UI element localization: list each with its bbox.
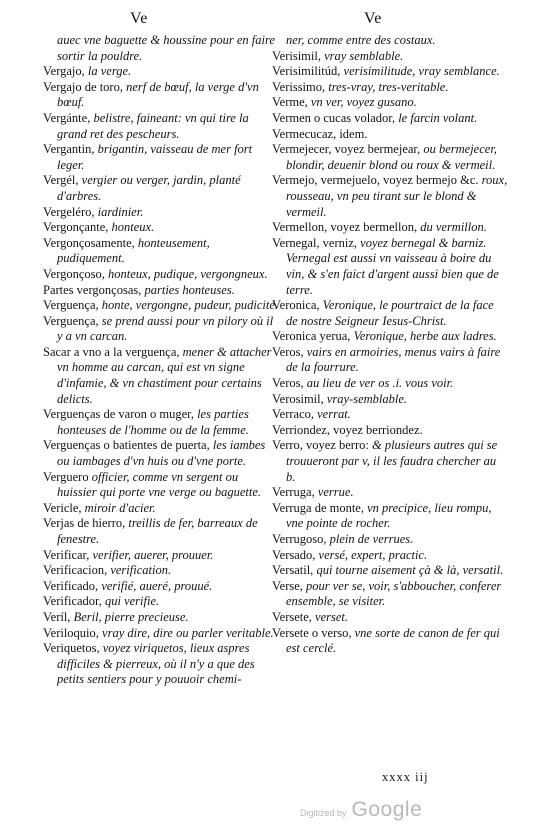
entry-headword: Vergeléro, — [43, 204, 95, 219]
dictionary-entry — [43, 610, 279, 626]
dictionary-entry — [272, 236, 508, 298]
dictionary-entry — [272, 579, 508, 610]
entry-gloss: les parties honteuses de l'homme ou de la femme. — [57, 407, 249, 437]
entry-headword: Verjas de hierro, — [43, 516, 126, 531]
entry-gloss: au lieu de ver os .i. vous voir. — [306, 376, 454, 391]
entry-headword: Vergonçoso, — [43, 266, 105, 281]
entry-gloss: du vermillon. — [420, 220, 487, 235]
dictionary-entry — [43, 236, 279, 267]
entry-gloss: honteusement, pudiquement. — [57, 235, 210, 266]
entry-gloss: vray-semblable. — [326, 391, 408, 406]
entry-gloss: Veronique, le pourtraict de la face de nostre Seigneur Iesus-Christ. — [286, 298, 494, 328]
entry-gloss: officier, comme vn sergent ou huissier qui porte vne verge ou baguette. — [57, 469, 262, 500]
entry-gloss: honteux, pudique, vergongneux. — [108, 266, 268, 281]
dictionary-entry — [272, 532, 508, 548]
dictionary-entry — [272, 298, 508, 329]
dictionary-entry — [43, 438, 279, 469]
entry-headword: Verissimo, — [272, 79, 326, 94]
entry-headword: Veronica, — [272, 298, 320, 313]
entry-gloss: vergier ou verger, jardin, planté d'arbres. — [57, 173, 241, 203]
entry-gloss: iardinier. — [97, 204, 144, 219]
watermark-prefix: Digitized by — [300, 808, 347, 818]
entry-headword: Vermen o cucas volador, — [272, 110, 396, 125]
entry-gloss: la verge. — [87, 64, 132, 79]
dictionary-entry — [43, 220, 279, 236]
dictionary-entry — [272, 127, 508, 143]
entry-gloss: verisimilitude, vray semblance. — [343, 64, 500, 79]
dictionary-entry — [272, 407, 508, 423]
entry-headword: Versete, — [272, 609, 312, 624]
dictionary-entry — [43, 267, 279, 283]
entry-gloss: voyez bernegal & barniz. Vernegal est aussi vn vaisseau à boire du vin, & s'en faict d'argent aussi bien que de terre. — [286, 235, 499, 297]
entry-headword: Vergonçosamente, — [43, 235, 135, 250]
entry-gloss: honte, vergongne, pudeur, pudicité. — [101, 298, 279, 313]
entry-gloss: ou bermejecer, blondir, deuenir blond ou roux & vermeil. — [286, 142, 497, 172]
dictionary-entry — [43, 173, 279, 204]
entry-gloss: qui tourne aisement çà & là, versatil. — [316, 563, 504, 578]
entry-headword: Vergonçante, — [43, 220, 109, 235]
entry-headword: Partes vergonçosas, — [43, 282, 142, 297]
entry-headword: Veriloquio, — [43, 625, 99, 640]
entry-headword: Vergajo, — [43, 64, 85, 79]
entry-headword: Verosimil, — [272, 391, 324, 406]
entry-gloss: belistre, faineant: vn qui tire la grand ret des pescheurs. — [57, 110, 249, 141]
entry-gloss: miroir d'acier. — [84, 500, 156, 515]
entry-gloss: voyez viriquetos, lieux aspres difficiles & pierreux, où il n'y a que des petits sentiers pour y pouuoir chemi- — [57, 641, 255, 687]
entry-gloss: ner, comme entre des costaux. — [286, 33, 436, 47]
google-logo: Google — [351, 798, 423, 821]
dictionary-entry — [272, 501, 508, 532]
entry-headword: Vericle, — [43, 500, 82, 515]
dictionary-entry — [43, 283, 279, 299]
entry-headword: Versete o verso, — [272, 625, 352, 640]
entry-headword: Verruga de monte, — [272, 500, 364, 515]
entry-headword: Verificacion, — [43, 563, 108, 578]
left-column — [43, 33, 279, 688]
entry-gloss: vn ver, voyez gusano. — [310, 95, 417, 110]
entry-gloss: & plusieurs autres qui se trouueront par v, il les faudra chercher au b. — [286, 438, 498, 484]
entry-gloss: les iambes ou iambages d'vn huis ou d'vne porte. — [57, 438, 266, 469]
digitized-watermark — [300, 798, 422, 822]
entry-headword: Verse, — [272, 578, 303, 593]
dictionary-entry — [272, 485, 508, 501]
entry-gloss: tres-vray, tres-veritable. — [328, 79, 449, 94]
entry-gloss: verset. — [315, 609, 349, 624]
dictionary-entry — [272, 548, 508, 564]
entry-headword: Vermejo, vermejuelo, voyez bermejo &c. — [272, 173, 479, 188]
dictionary-entry — [272, 33, 508, 49]
dictionary-entry — [43, 626, 279, 642]
right-column — [272, 33, 508, 657]
dictionary-entry — [43, 64, 279, 80]
entry-gloss: se prend aussi pour vn pilory où il y a vn carcan. — [57, 313, 274, 344]
entry-headword: Vergánte, — [43, 110, 91, 125]
entry-headword: Verguença, — [43, 298, 99, 313]
entry-gloss: pour ver se, voir, s'abboucher, conferer ensemble, se visiter. — [286, 578, 502, 609]
dictionary-entry — [272, 392, 508, 408]
entry-headword: Vermellon, voyez bermellon, — [272, 220, 418, 235]
dictionary-entry — [272, 95, 508, 111]
signature-mark: xxxx iij — [382, 770, 429, 784]
entry-headword: Vergél, — [43, 173, 79, 188]
dictionary-entry — [43, 111, 279, 142]
entry-headword: Sacar a vno a la verguença, — [43, 344, 180, 359]
running-head-left: Ve — [130, 10, 148, 27]
running-head-right: Ve — [364, 10, 382, 27]
dictionary-entry — [272, 626, 508, 657]
entry-gloss: Veronique, herbe aux ladres. — [353, 329, 497, 344]
dictionary-entry — [43, 407, 279, 438]
dictionary-entry — [272, 329, 508, 345]
dictionary-entry — [43, 516, 279, 547]
dictionary-entry — [272, 111, 508, 127]
entry-headword: Verificador, — [43, 594, 102, 609]
entry-headword: Veriquetos, — [43, 641, 100, 656]
entry-headword: Verguenças o batientes de puerta, — [43, 438, 210, 453]
entry-headword: Verisimilitúd, — [272, 64, 341, 79]
entry-headword: Verro, voyez berro: — [272, 438, 369, 453]
entry-headword: Versado, — [272, 547, 316, 562]
dictionary-entry — [43, 345, 279, 407]
entry-headword: Veros, — [272, 376, 304, 391]
dictionary-entry — [43, 80, 279, 111]
entry-headword: Verme, — [272, 95, 308, 110]
entry-gloss: brigantin, vaisseau de mer fort leger. — [57, 142, 253, 172]
dictionary-entry — [43, 548, 279, 564]
entry-gloss: vairs en armoiries, menus vairs à faire de la fourrure. — [286, 344, 501, 375]
entry-gloss: plein de verrues. — [329, 532, 414, 546]
entry-headword: Verificado, — [43, 578, 99, 593]
entry-gloss: verrue. — [317, 485, 354, 500]
entry-headword: Vermecucaz, idem. — [272, 126, 368, 141]
dictionary-entry — [43, 594, 279, 610]
entry-gloss: honteux. — [111, 220, 155, 235]
dictionary-entry — [43, 314, 279, 345]
entry-headword: Versatil, — [272, 563, 314, 578]
dictionary-entry — [43, 641, 279, 688]
entry-headword: Vergajo de toro, — [43, 79, 123, 94]
entry-gloss: parties honteuses. — [144, 282, 235, 297]
entry-gloss: vray semblable. — [324, 48, 404, 63]
dictionary-entry — [272, 64, 508, 80]
entry-gloss: le farcin volant. — [398, 110, 478, 125]
entry-gloss: verification. — [110, 563, 172, 578]
entry-headword: Verraco, — [272, 407, 314, 422]
entry-headword: Verrugoso, — [272, 532, 327, 546]
entry-headword: Verriondez, voyez berriondez. — [272, 422, 423, 437]
dictionary-entry — [43, 205, 279, 221]
entry-gloss: mener & attacher vn homme au carcan, qui est vn signe d'infamie, & vn chastiment pour certains delicts. — [57, 344, 272, 406]
entry-gloss: vne sorte de canon de fer qui est cerclé. — [286, 625, 500, 656]
dictionary-entry — [272, 423, 508, 439]
entry-headword: Veros, — [272, 344, 304, 359]
entry-gloss: Beril, pierre precieuse. — [73, 609, 189, 624]
dictionary-entry — [272, 438, 508, 485]
dictionary-entry — [272, 220, 508, 236]
dictionary-entry — [272, 376, 508, 392]
dictionary-entry — [43, 298, 279, 314]
dictionary-entry — [272, 173, 508, 220]
dictionary-entry — [272, 563, 508, 579]
entry-gloss: nerf de bœuf, la verge d'vn bœuf. — [57, 79, 259, 110]
entry-headword: Verguero — [43, 469, 89, 484]
entry-headword: Veronica yerua, — [272, 329, 351, 344]
dictionary-entry — [272, 80, 508, 96]
entry-gloss: versé, expert, practic. — [318, 547, 428, 562]
dictionary-entry — [43, 501, 279, 517]
entry-gloss: verrat. — [317, 407, 351, 422]
entry-headword: Verguenças de varon o muger, — [43, 407, 194, 422]
entry-headword: Vernegal, verniz, — [272, 235, 358, 250]
dictionary-entry — [272, 142, 508, 173]
dictionary-entry — [272, 49, 508, 65]
entry-headword: Verisimil, — [272, 48, 321, 63]
entry-headword: Verguença, — [43, 313, 99, 328]
entry-gloss: roux, rousseau, vn peu tirant sur le blond & vermeil. — [286, 173, 508, 219]
entry-headword: Verruga, — [272, 485, 315, 500]
entry-headword: Vergantin, — [43, 142, 95, 157]
dictionary-entry — [43, 142, 279, 173]
dictionary-entry — [272, 345, 508, 376]
dictionary-entry — [43, 563, 279, 579]
dictionary-entry — [43, 470, 279, 501]
dictionary-entry — [43, 33, 279, 64]
entry-gloss: vray dire, dire ou parler veritable. — [102, 625, 274, 640]
entry-gloss: verifier, auerer, prouuer. — [92, 547, 214, 562]
entry-gloss: auec vne baguette & houssine pour en faire sortir la pouldre. — [57, 33, 275, 63]
entry-gloss: qui verifie. — [104, 594, 160, 609]
entry-headword: Veríl, — [43, 609, 71, 624]
entry-gloss: vn precipice, lieu rompu, vne pointe de rocher. — [286, 500, 492, 531]
entry-headword: Vermejecer, voyez bermejear, — [272, 142, 421, 157]
dictionary-entry — [43, 579, 279, 595]
dictionary-entry — [272, 610, 508, 626]
entry-gloss: verifié, aueré, prouué. — [101, 578, 213, 593]
entry-headword: Verificar, — [43, 547, 90, 562]
entry-gloss: treillis de fer, barreaux de fenestre. — [57, 516, 258, 546]
